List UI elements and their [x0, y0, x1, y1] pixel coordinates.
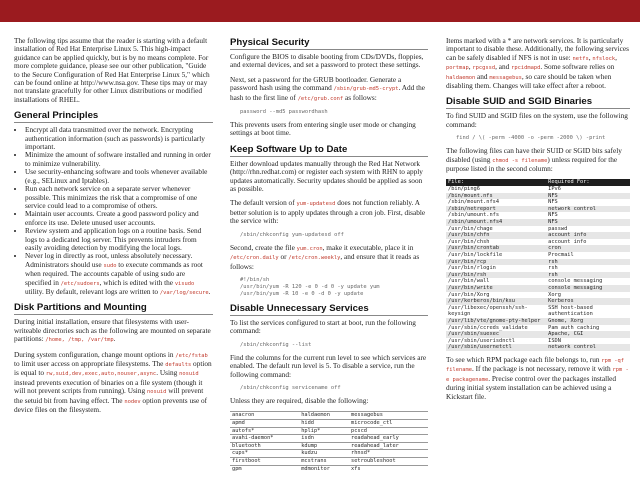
table-cell: account info: [548, 238, 587, 245]
list-item: • Never log in directly as root, unless absolutely necessary. Administrators should use sudo to execute commands as root when required. The accounts capable of using sudo are specified in /etc/sudoers, which is edited with the visudo utility. By default, relevant logs are written to /var/log/secure.: [25, 252, 213, 297]
update-paragraph-1: Either download updates manually through the Red Hat Network (http://rhn.redhat.com) or register each system with RHN to apply updates automatically. Security updates should be applied as soon as possible.: [230, 158, 423, 194]
table-row: [446, 344, 630, 351]
table-cell: rsh: [546, 272, 630, 279]
table-cell: /sbin/mount.nfs4: [448, 199, 500, 206]
disk-partitions-heading: Disk Partitions and Mounting: [14, 302, 213, 315]
table-row: [230, 442, 428, 450]
table-row: [230, 465, 428, 472]
disable-suid-heading: Disable SUID and SGID Binaries: [446, 96, 630, 109]
intro-paragraph: The following tips assume that the reader is starting with a default installation of Red Hat Enterprise Linux 5. This high-impact guidance can be applied quickly, but is by no means complete. For more complete guidance, please see our other publication, "Guide to the Secure Configuration of Red Hat Enterprise Linux 5," which can be found online at http://www.nsa.gov. These tips may or may not translate gracefully for other Linux distributions or modified installations of RHEL.: [14, 36, 210, 104]
disable-yum-updatesd-command: /sbin/chkconfig yum-updatesd off: [240, 231, 344, 238]
table-cell: gpm: [230, 465, 299, 472]
list-item: • Run each network service on a separate server whenever possible. This minimizes the risk that a compromise of one service could lead to a compromise of others.: [25, 185, 213, 210]
list-item: • Minimize the amount of software installed and running in order to minimize vulnerability.: [25, 151, 213, 168]
list-item: • Encrypt all data transmitted over the network. Encrypting authentication information (such as passwords) is particularly important.: [25, 126, 213, 151]
find-suid-command: find / \( -perm -4000 -o -perm -2000 \) -print: [456, 135, 606, 142]
table-cell: NFS: [548, 199, 558, 206]
physical-security-heading: Physical Security: [230, 37, 428, 50]
table-cell: NFS: [548, 212, 558, 219]
services-paragraph-3: Unless they are required, disable the following:: [230, 395, 369, 405]
table-row: [446, 252, 630, 259]
table-cell: cron: [546, 245, 630, 252]
table-cell: /usr/bin/crontab: [446, 245, 546, 252]
table-header-cell: File:: [446, 179, 546, 186]
table-cell: /usr/bin/Xorg: [448, 291, 490, 298]
general-principles-list: [14, 126, 213, 297]
table-cell: mcstrans: [299, 457, 349, 465]
table-row: [230, 427, 428, 435]
table-cell: setroubleshoot: [349, 457, 428, 465]
column-left: [14, 37, 213, 420]
table-cell: Kerberos: [546, 298, 630, 305]
table-cell: cups*: [230, 450, 299, 458]
suid-files-table: [446, 179, 630, 350]
table-cell: /usr/bin/chfn: [446, 232, 546, 239]
table-cell: SSH host-based authentication: [548, 304, 593, 318]
table-cell: microcode_ctl: [349, 419, 428, 427]
table-cell: xfs: [349, 465, 428, 472]
table-row: [446, 331, 630, 338]
table-cell: /usr/bin/wall: [448, 278, 490, 285]
table-cell: mdmonitor: [299, 465, 349, 472]
general-principles-heading: General Principles: [14, 110, 213, 123]
yum-cron-script: #!/bin/sh /usr/bin/yum -R 120 -e 0 -d 0 -y update yum /usr/bin/yum -R 10 -e 0 -d 0 -y update: [240, 276, 380, 297]
table-cell: anacron: [230, 412, 299, 420]
table-header-cell: Required For:: [546, 179, 630, 186]
table-cell: console messaging: [548, 278, 603, 285]
table-row: [446, 232, 630, 239]
table-cell: Gnome, Xorg: [546, 318, 630, 325]
table-row: [446, 193, 630, 200]
table-cell: NFS: [546, 193, 630, 200]
table-cell: /usr/bin/chage: [448, 225, 493, 232]
column-right: [446, 37, 630, 407]
table-row: [446, 186, 630, 193]
table-cell: autofs*: [230, 427, 299, 435]
table-cell: /usr/bin/write: [446, 285, 546, 292]
table-cell: kdump: [299, 442, 349, 450]
table-cell: /sbin/umount.nfs4: [446, 219, 546, 226]
disk-paragraph-2: During system configuration, change mount options in /etc/fstab to limit user access on appropriate filesystems. The defaults option is equal to rw,suid,dev,exec,auto,nouser,async. Using nosuid instead prevents execution of binaries on a file system (though it will not prevent scripts from running). Using nosuid will prevent the setuid bit from having effect. The nodev option prevents use of device files on the filesystem.: [14, 349, 212, 415]
table-row: [446, 259, 630, 266]
table-row: [230, 419, 428, 427]
table-cell: /usr/bin/rcp: [446, 259, 546, 266]
table-row: [446, 206, 630, 213]
table-cell: /usr/bin/rsh: [446, 272, 546, 279]
table-cell: Procmail: [548, 252, 574, 258]
table-row: [446, 338, 630, 345]
top-color-bar: [0, 0, 640, 22]
suid-paragraph-3: To see which RPM package each file belongs to, run rpm -qf filename. If the package is not necessary, remove it with rpm -e packagename. Precise control over the packages installed during initial system installation can be achieved using a Kickstart file.: [446, 354, 629, 401]
table-row: [446, 245, 630, 252]
table-cell: /usr/lib/vte/gnome-pty-helper: [446, 318, 546, 325]
table-cell: IPv6: [548, 186, 561, 193]
table-cell: pcscd: [349, 427, 428, 435]
table-cell: hidd: [299, 419, 349, 427]
table-cell: isdn: [299, 435, 349, 443]
table-cell: Pam auth caching: [548, 324, 600, 331]
table-cell: /usr/libexec/openssh/ssh-keysign: [448, 304, 528, 318]
table-cell: /usr/sbin/suexec: [446, 331, 546, 338]
table-cell: rhnsd*: [349, 450, 428, 458]
table-cell: /bin/mount.nfs: [446, 193, 546, 200]
table-cell: rsh: [548, 265, 558, 272]
list-item: • Maintain user accounts. Create a good password policy and enforce its use. Delete unused user accounts.: [25, 210, 213, 227]
disable-services-heading: Disable Unnecessary Services: [230, 303, 428, 316]
table-row: [446, 212, 630, 219]
keep-up-to-date-heading: Keep Software Up to Date: [230, 144, 428, 157]
table-row: [446, 199, 630, 206]
table-cell: account info: [546, 232, 630, 239]
list-item: • Review system and application logs on a routine basis. Send logs to a dedicated log server. This prevents intruders from easily avoiding detection by modifying the local logs.: [25, 227, 213, 252]
table-cell: firstboot: [230, 457, 299, 465]
table-cell: rsh: [546, 259, 630, 266]
table-cell: network control: [546, 344, 630, 351]
table-row: [446, 318, 630, 325]
table-cell: readahead_later: [349, 442, 428, 450]
table-cell: passwd: [548, 225, 568, 232]
table-cell: console messaging: [546, 285, 630, 292]
table-row: [446, 305, 630, 318]
suid-paragraph-2: The following files can have their SUID or SGID bits safely disabled (using chmod -s filename) unless required for the purpose listed in the second column:: [446, 146, 622, 174]
physical-paragraph-3: This prevents users from entering single user mode or changing settings at boot time.: [230, 120, 416, 138]
table-cell: /usr/sbin/ccreds_validate: [448, 324, 528, 331]
table-cell: messagebus: [349, 412, 428, 420]
chkconfig-off-command: /sbin/chkconfig servicename off: [240, 384, 341, 391]
services-table: [230, 411, 428, 472]
table-cell: haldaemon: [299, 412, 349, 420]
table-cell: avahi-daemon*: [230, 435, 299, 443]
grub-password-command: password --md5 passwordhash: [240, 109, 328, 116]
disk-paragraph-1: During initial installation, ensure that filesystems with user-writeable directories such as the following are mounted on separate partitions: /home, /tmp, /var/tmp.: [14, 317, 211, 344]
table-cell: network control: [546, 206, 630, 213]
table-cell: apmd: [230, 419, 299, 427]
table-row: [446, 265, 630, 272]
table-cell: /usr/kerberos/bin/ksu: [446, 298, 546, 305]
list-item: • Use security-enhancing software and tools whenever available (e.g., SELinux and Iptables).: [25, 168, 213, 185]
update-paragraph-2: The default version of yum-updatesd does not function reliably. A better solution is to apply updates through a cron job. First, disable the service with:: [230, 198, 426, 226]
table-cell: hplip*: [299, 427, 349, 435]
physical-paragraph-1: Configure the BIOS to disable booting from CDs/DVDs, floppies, and external devices, and set a password to protect these settings.: [230, 52, 424, 70]
table-cell: /usr/sbin/usernetctl: [446, 344, 546, 351]
table-cell: /sbin/netreport: [446, 206, 546, 213]
table-cell: bluetooth: [230, 442, 299, 450]
table-cell: readahead_early: [349, 435, 428, 443]
table-cell: /sbin/umount.nfs: [448, 212, 500, 219]
nfs-services-paragraph: Items marked with a * are network services. It is particularly important to disable these. Additionally, the following services can be safely disabled if NFS is not in use: netfs, nfslock, portmap, rpcgssd, and rpcidmapd. Some software relies on haldaemon and messagebus, so care should be taken when disabling them. Changes will take effect after a reboot.: [446, 36, 629, 91]
table-cell: /usr/bin/lockfile: [448, 252, 503, 258]
table-cell: Xorg: [548, 291, 561, 298]
table-header-row: [446, 179, 630, 186]
table-row: [230, 412, 428, 420]
column-middle: [230, 37, 428, 476]
table-row: [446, 272, 630, 279]
services-paragraph-1: To list the services configured to start at boot, run the following command:: [230, 317, 416, 336]
table-row: [230, 457, 428, 465]
table-row: [446, 239, 630, 246]
table-cell: /bin/ping6: [448, 186, 480, 193]
table-row: [446, 292, 630, 299]
table-cell: Apache, CGI: [546, 331, 630, 338]
chkconfig-list-command: /sbin/chkconfig --list: [240, 341, 312, 348]
physical-paragraph-2: Next, set a password for the GRUB bootloader. Generate a password hash using the command /sbin/grub-md5-crypt. Add the hash to the first line of /etc/grub.conf as follows:: [230, 74, 426, 102]
table-row: [230, 450, 428, 458]
table-row: [446, 285, 630, 292]
table-cell: /usr/sbin/userisdnctl: [448, 337, 515, 344]
table-row: [446, 278, 630, 285]
table-cell: NFS: [546, 219, 630, 226]
table-cell: /usr/bin/chsh: [448, 238, 490, 245]
update-paragraph-3: Second, create the file yum.cron, make it executable, place it in /etc/cron.daily or /etc/cron.weekly, and ensure that it reads as follows:: [230, 242, 420, 271]
table-row: [446, 298, 630, 305]
table-cell: ISDN: [548, 337, 561, 344]
services-paragraph-2: Find the columns for the current run level to see which services are enabled. The default run level is 5. To disable a service, run the following command:: [230, 352, 427, 379]
table-row: [230, 435, 428, 443]
table-row: [446, 325, 630, 332]
table-cell: kudzu: [299, 450, 349, 458]
table-row: [446, 226, 630, 233]
table-row: [446, 219, 630, 226]
suid-paragraph-1: To find SUID and SGID files on the system, use the following command:: [446, 111, 628, 129]
table-cell: /usr/bin/rlogin: [448, 265, 496, 272]
